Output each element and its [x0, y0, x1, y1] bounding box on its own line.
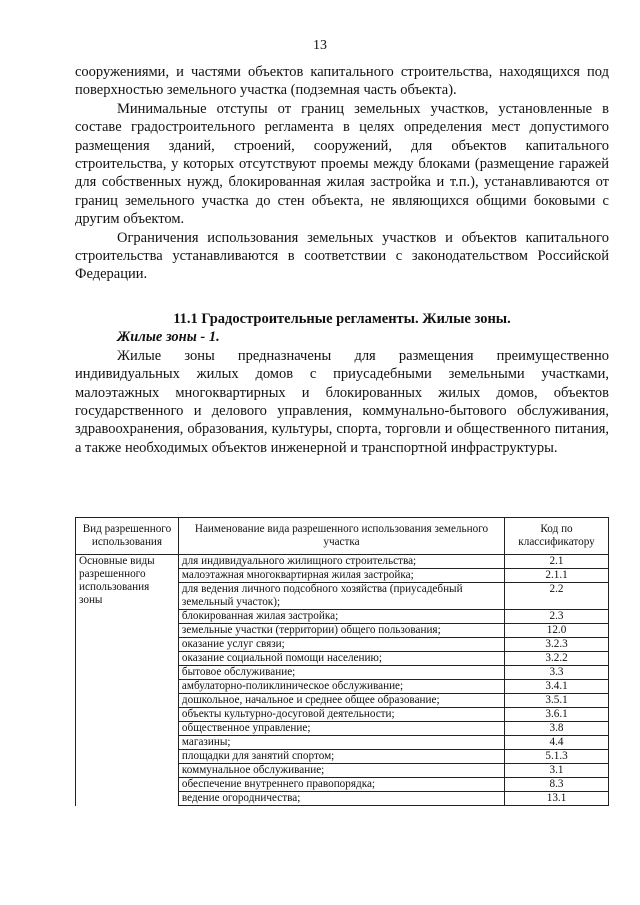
use-name-cell: объекты культурно-досуговой деятельности;: [178, 708, 504, 722]
table-row: [76, 555, 609, 569]
table-body: [76, 555, 609, 806]
classifier-code-cell: 2.3: [505, 610, 609, 624]
document-body: [75, 63, 609, 457]
use-name-cell: коммунальное обслуживание;: [178, 764, 504, 778]
classifier-code-cell: 8.3: [505, 778, 609, 792]
header-use-type: Вид разрешенного использования: [76, 518, 179, 555]
table-header-row: [76, 518, 609, 555]
classifier-code-cell: 3.3: [505, 666, 609, 680]
classifier-code-cell: 2.1: [505, 555, 609, 569]
use-name-cell: общественное управление;: [178, 722, 504, 736]
use-name-cell: амбулаторно-поликлиническое обслуживание;: [178, 680, 504, 694]
use-name-cell: бытовое обслуживание;: [178, 666, 504, 680]
classifier-code-cell: 3.4.1: [505, 680, 609, 694]
use-name-cell: земельные участки (территории) общего пользования;: [178, 624, 504, 638]
use-name-cell: дошкольное, начальное и среднее общее образование;: [178, 694, 504, 708]
classifier-code-cell: 4.4: [505, 736, 609, 750]
use-name-cell: малоэтажная многоквартирная жилая застройка;: [178, 569, 504, 583]
use-name-cell: для индивидуального жилищного строительства;: [178, 555, 504, 569]
section-subheading: Жилые зоны - 1.: [117, 329, 220, 346]
classifier-code-cell: 3.2.3: [505, 638, 609, 652]
permitted-use-table: [75, 517, 609, 806]
use-name-cell: магазины;: [178, 736, 504, 750]
use-name-cell: для ведения личного подсобного хозяйства (приусадебный земельный участок);: [178, 583, 504, 610]
classifier-code-cell: 3.6.1: [505, 708, 609, 722]
use-name-cell: площадки для занятий спортом;: [178, 750, 504, 764]
classifier-code-cell: 3.2.2: [505, 652, 609, 666]
classifier-code-cell: 3.1: [505, 764, 609, 778]
classifier-code-cell: 5.1.3: [505, 750, 609, 764]
use-name-cell: ведение огородничества;: [178, 792, 504, 806]
use-category-cell: Основные виды разрешенного использования зоны: [76, 555, 179, 806]
zone-description: Жилые зоны предназначены для размещения преимущественно индивидуальных жилых домов с приусадебными земельными участками, малоэтажных многоквартирных и блокированных жилых домов, объектов государственного и делового управления, коммунально-бытового обслуживания, здравоохранения, образования, культуры, спорта, торговли и общественного питания, а также необходимых объектов инженерной и транспортной инфраструктуры.: [75, 347, 609, 456]
section-heading: 11.1 Градостроительные регламенты. Жилые зоны.: [173, 310, 511, 327]
use-name-cell: оказание социальной помощи населению;: [178, 652, 504, 666]
classifier-code-cell: 3.8: [505, 722, 609, 736]
paragraph-3: Ограничения использования земельных участков и объектов капитального строительства устанавливаются в соответствии с законодательством Российской Федерации.: [75, 229, 609, 283]
use-name-cell: обеспечение внутреннего правопорядка;: [178, 778, 504, 792]
classifier-code-cell: 12.0: [505, 624, 609, 638]
classifier-code-cell: 3.5.1: [505, 694, 609, 708]
page-number: 13: [313, 38, 327, 53]
classifier-code-cell: 13.1: [505, 792, 609, 806]
use-name-cell: оказание услуг связи;: [178, 638, 504, 652]
classifier-code-cell: 2.1.1: [505, 569, 609, 583]
header-classifier-code: Код по классификатору: [505, 518, 609, 555]
classifier-code-cell: 2.2: [505, 583, 609, 610]
use-name-cell: блокированная жилая застройка;: [178, 610, 504, 624]
header-use-name: Наименование вида разрешенного использования земельного участка: [178, 518, 504, 555]
paragraph-2: Минимальные отступы от границ земельных участков, установленные в составе градостроительного регламента в целях определения мест допустимого размещения зданий, строений, сооружений, для объектов капитального строительства, у которых отсутствуют проемы между блоками (размещение гаражей для собственных нужд, блокированная жилая застройка и т.п.), устанавливаются от границ земельного участка до стен объекта, не являющихся общими боковыми с другим объектом.: [75, 100, 609, 228]
paragraph-1: сооружениями, и частями объектов капитального строительства, находящихся под поверхностью земельного участка (подземная часть объекта).: [75, 64, 609, 99]
